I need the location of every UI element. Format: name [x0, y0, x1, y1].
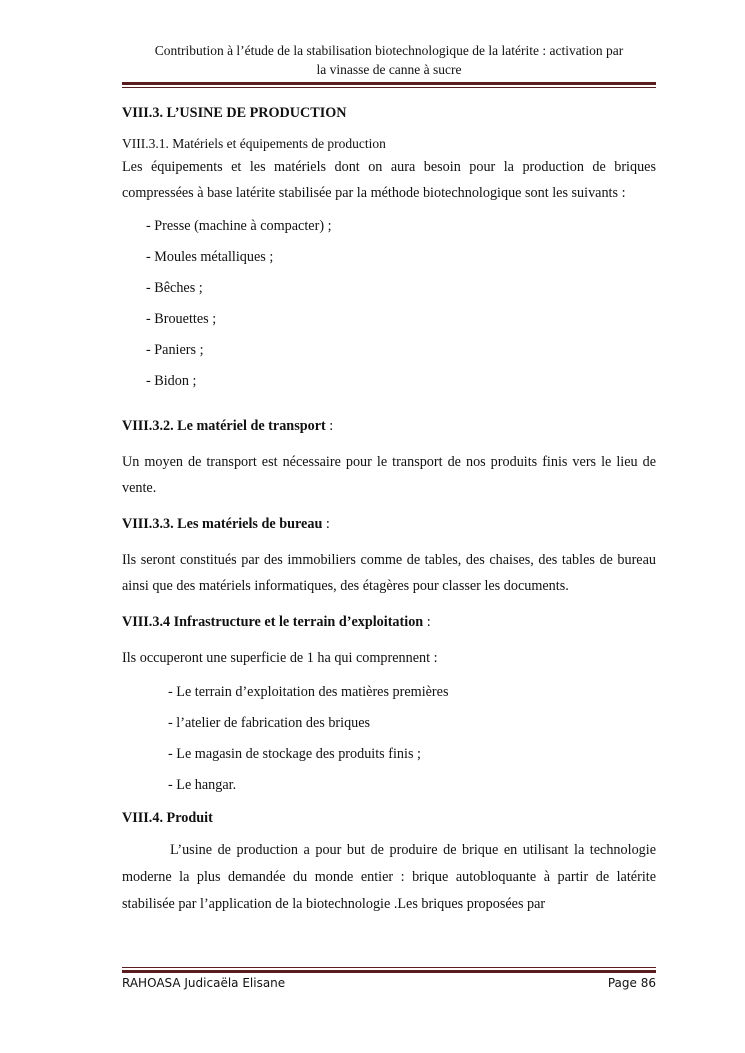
footer-rule-thick — [122, 970, 656, 973]
section-2-title: VIII.4. Produit — [122, 810, 213, 826]
section-2-heading — [122, 805, 656, 831]
list-item: - Brouettes ; — [146, 311, 217, 327]
subsection-3-text: Ils seront constitués par des immobiliers comme de tables, des chaises, des tables de bureau ainsi que des matériels informatiques, des étagères pour classer les documents. — [122, 552, 656, 594]
subsection-2-heading — [122, 413, 656, 439]
header-title-line1: Contribution à l’étude de la stabilisation biotechnologique de la latérite : activation par — [154, 43, 624, 58]
page-body — [122, 100, 656, 918]
infrastructure-list — [122, 677, 656, 801]
list-item: - Le hangar. — [168, 777, 237, 793]
header-title-line2: la vinasse de canne à sucre — [316, 62, 462, 77]
footer-rule-thin — [122, 967, 656, 968]
subsection-4-title: VIII.3.4 Infrastructure et le terrain d’exploitation — [122, 614, 424, 630]
equipment-list — [122, 211, 656, 397]
subsection-4-heading — [122, 609, 656, 635]
subsection-2-colon: : — [325, 418, 334, 434]
list-item: - Presse (machine à compacter) ; — [146, 218, 332, 234]
list-item: - l’atelier de fabrication des briques — [168, 715, 371, 731]
list-item: - Moules métalliques ; — [146, 249, 274, 265]
list-item: - Bêches ; — [146, 280, 203, 296]
section-title: VIII.3. L’USINE DE PRODUCTION — [122, 105, 347, 121]
header-rule-thin — [122, 87, 656, 88]
page-footer — [122, 976, 656, 990]
footer-author: RAHOASA Judicaëla Elisane — [122, 976, 286, 990]
list-item: - Bidon ; — [146, 373, 197, 389]
list-item: - Le magasin de stockage des produits finis ; — [168, 746, 421, 762]
subsection-1-text: Les équipements et les matériels dont on aura besoin pour la production de briques compressées à base latérite stabilisée par la méthode biotechnologique sont les suivants : — [122, 159, 656, 201]
subsection-3-colon: : — [322, 516, 330, 532]
list-item: - Paniers ; — [146, 342, 204, 358]
subsection-4-colon: : — [423, 614, 431, 630]
header-rule-thick — [122, 82, 656, 85]
list-item: - Le terrain d’exploitation des matières premières — [168, 684, 449, 700]
section-2-text: L’usine de production a pour but de produire de brique en utilisant la technologie moderne la plus demandée du monde entier : brique autobloquante à partir de latérite stabilisée par l’application de la biotechnologie .Les briques proposées par — [122, 842, 656, 912]
page-number: Page 86 — [607, 976, 656, 990]
page-header — [122, 41, 656, 79]
subsection-4-text: Ils occuperont une superficie de 1 ha qui comprennent : — [122, 650, 438, 666]
subsection-3-heading — [122, 511, 656, 537]
subsection-1-title: VIII.3.1. Matériels et équipements de production — [122, 136, 386, 151]
subsection-2-title: VIII.3.2. Le matériel de transport — [122, 418, 326, 434]
subsection-2-text: Un moyen de transport est nécessaire pour le transport de nos produits finis vers le lieu de vente. — [122, 454, 656, 496]
subsection-3-title: VIII.3.3. Les matériels de bureau — [122, 516, 323, 532]
